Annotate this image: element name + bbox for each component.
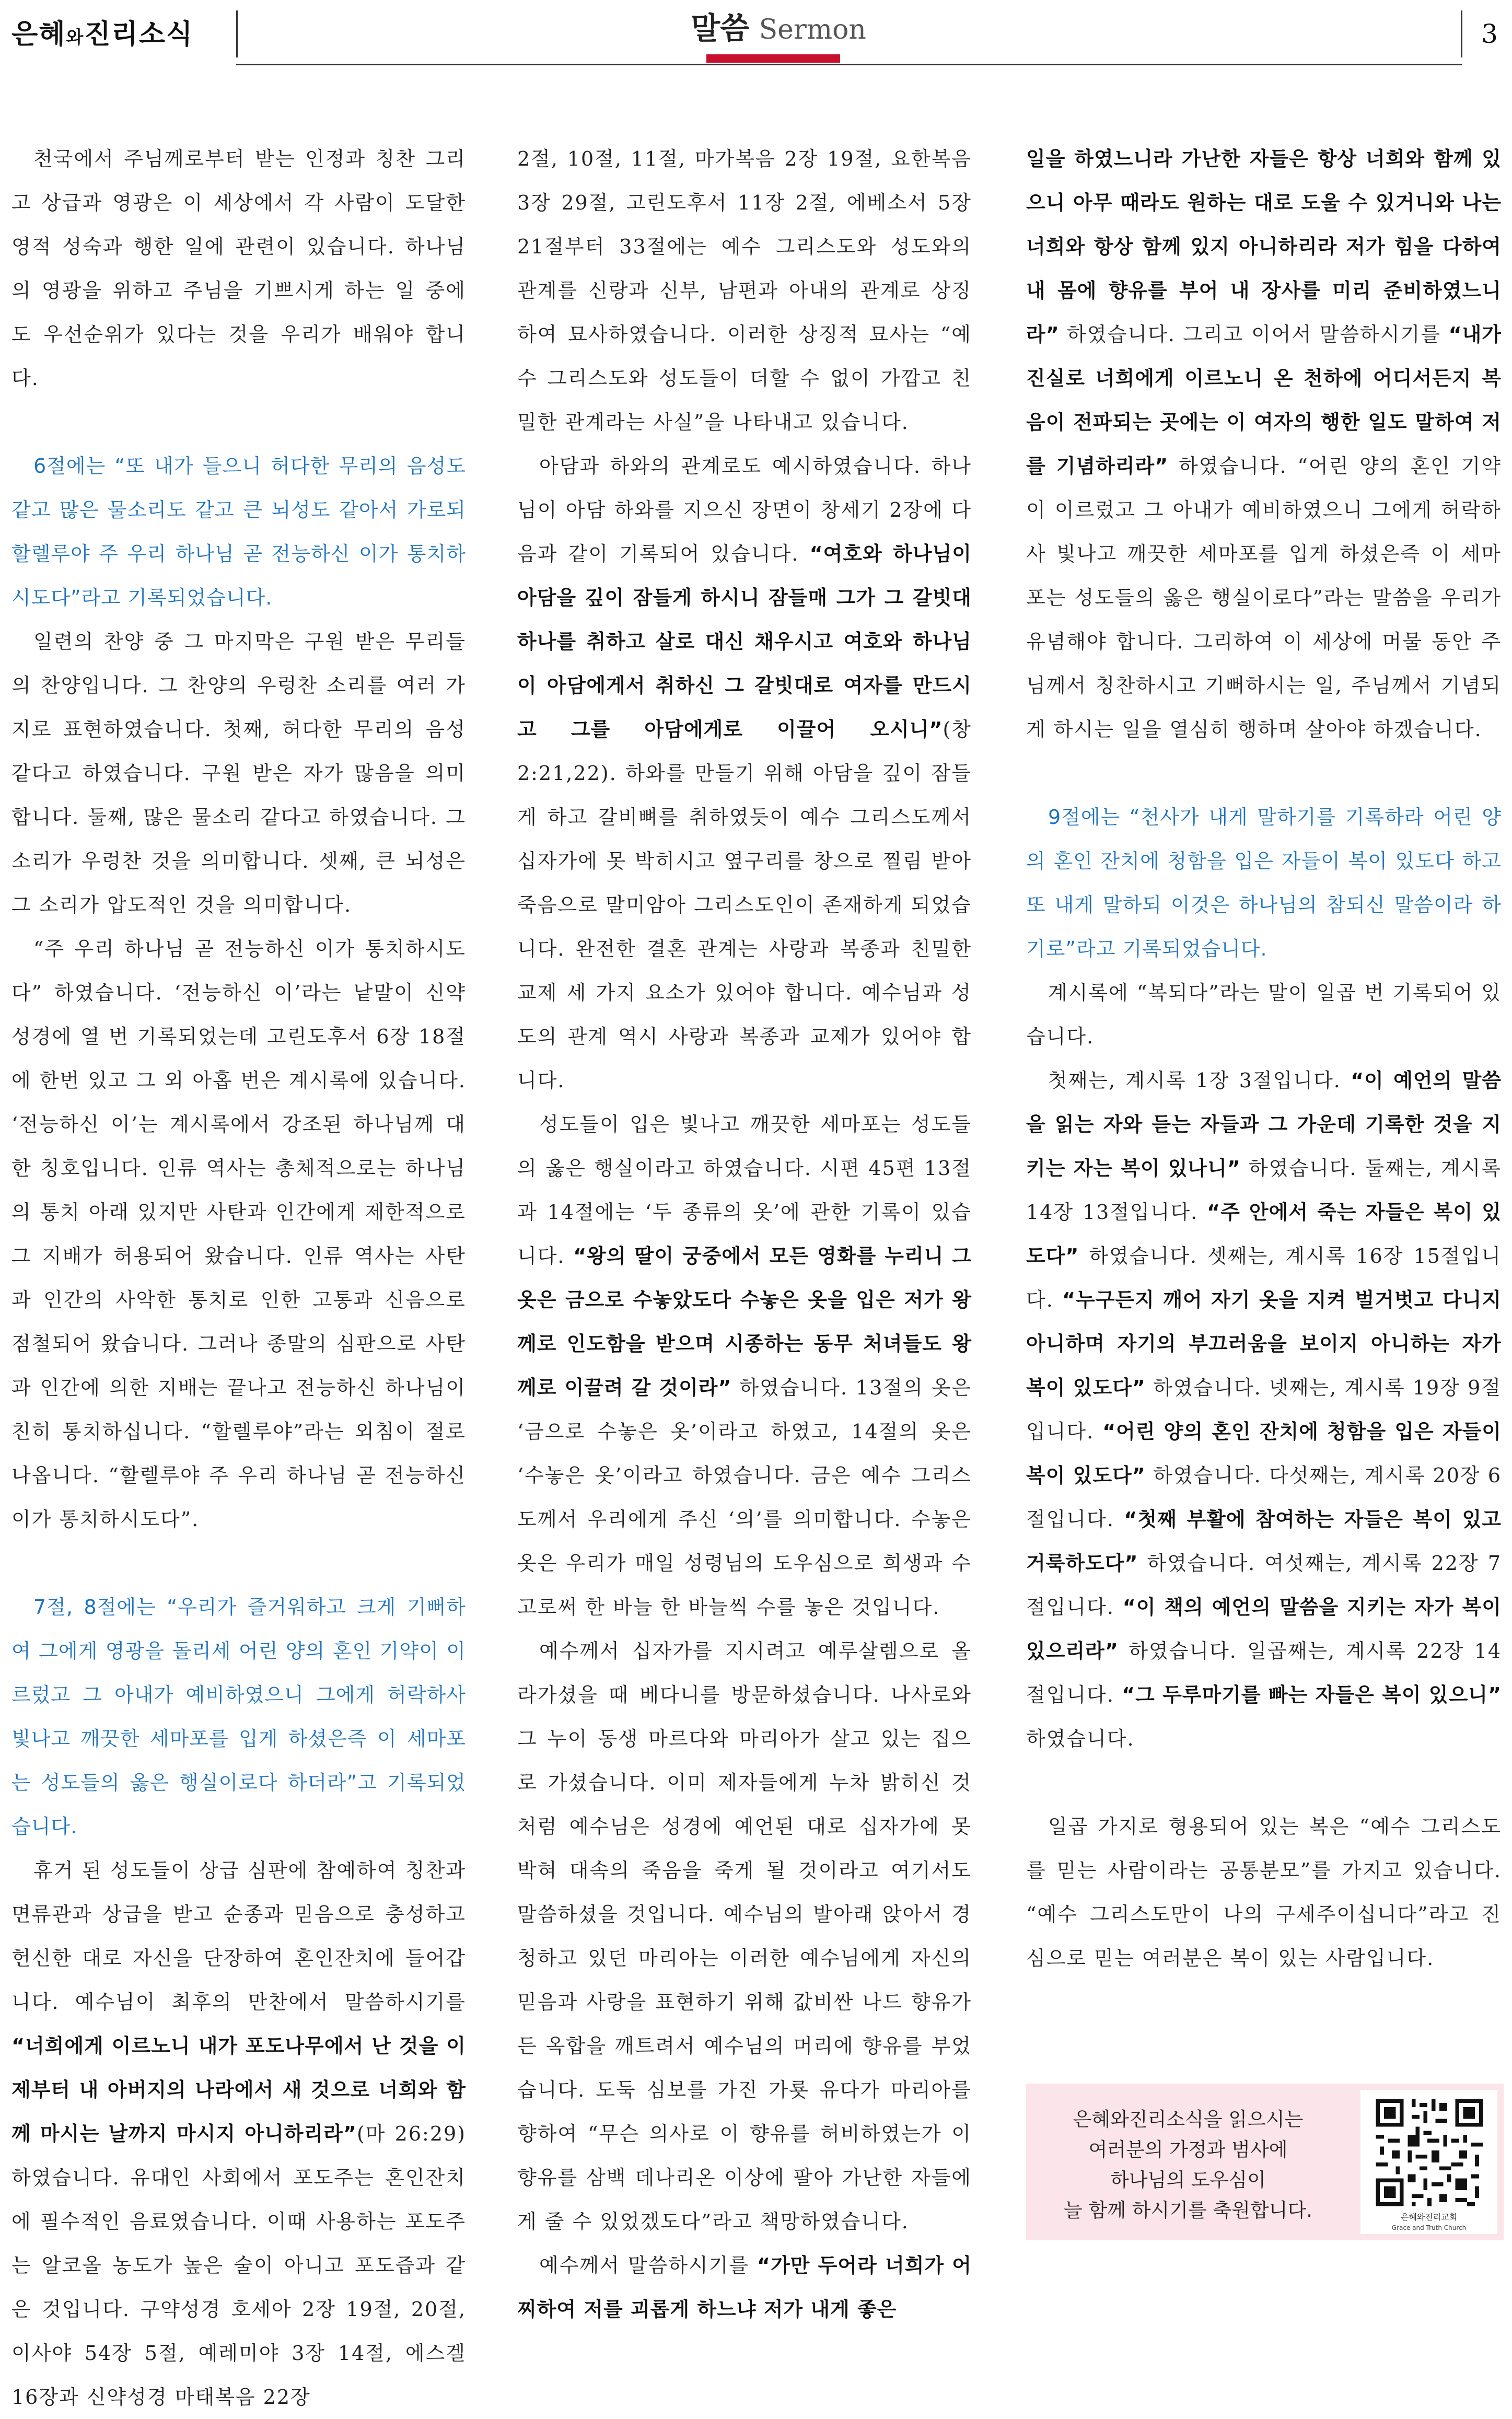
header-divider-left <box>236 10 238 57</box>
qr-code-card[interactable] <box>1360 2090 1497 2234</box>
paragraph: 일련의 찬양 중 그 마지막은 구원 받은 무리들의 찬양입니다. 그 찬양의 우렁찬 소리를 여러 가지로 표현하였습니다. 첫째, 허다한 무리의 음성 같다고 하였습니다. 구원 받은 자가 많음을 의미합니다. 둘째, 많은 물소리 같다고 하였습니다. 그 소리가 우렁찬 것을 의미합니다. 셋째, 큰 뇌성은 그 소리가 압도적인 것을 의미합니다. <box>11 630 466 916</box>
bold-quote: “가만 두어라 너희가 어찌하여 저를 괴롭게 하느냐 저가 내게 좋은 <box>517 2254 972 2321</box>
page-number: 3 <box>1481 19 1498 49</box>
bold-quote: “너희에게 이르노니 내가 포도나무에서 난 것을 이제부터 내 아버지의 나라에서 새 것으로 너희와 함께 마시는 날까지 마시지 아니하리라” <box>11 2034 466 2145</box>
paragraph: 성도들이 입은 빛나고 깨끗한 세마포는 성도들의 옳은 행실이라고 하였습니다. 시편 45편 13절과 14절에는 ‘두 종류의 옷’에 관한 기록이 있습니다. “왕의 딸이 궁중에서 모든 영화를 누리니 그 옷은 금으로 수놓았도다 수놓은 옷을 입은 저가 왕께로 인도함을 받으며 시종하는 동무 처녀들도 왕께로 이끌려 갈 것이라” 하였습니다. 13절의 옷은 ‘금으로 수놓은 옷’이라고 하였고, 14절의 옷은 ‘수놓은 옷’이라고 하였습니다. 금은 예수 그리스도께서 우리에게 주신 ‘의’를 의미합니다. 수놓은 옷은 우리가 매일 성령님의 도우심으로 희생과 수고로써 한 바늘 한 바늘씩 수를 놓은 것입니다. <box>517 1113 972 1619</box>
qr-church-name-english: Grace and Truth Church <box>1391 2224 1467 2231</box>
bold-quote: “어린 양의 혼인 잔치에 청함을 입은 자들이 복이 있도다” <box>1026 1420 1502 1487</box>
bold-quote: “누구든지 깨어 자기 옷을 지켜 벌거벗고 다니지 아니하며 자기의 부끄러움을 보이지 아니하는 자가 복이 있도다” <box>1026 1288 1502 1399</box>
promo-line: 은혜와진리소식을 읽으시는 <box>1073 2108 1304 2131</box>
qr-caption <box>1360 2212 1497 2233</box>
paragraph: 계시록에 “복되다”라는 말이 일곱 번 기록되어 있습니다. <box>1026 981 1502 1048</box>
masthead-part-1: 은혜 <box>11 19 66 50</box>
bold-quote: “여호와 하나님이 아담을 깊이 잠들게 하시니 잠들매 그가 그 갈빗대 하나를 취하고 살로 대신 채우시고 여호와 하나님이 아담에게서 취하신 그 갈빗대로 여자를 만드시고 그를 아담에게로 이끌어 오시니” <box>517 542 972 741</box>
paragraph: 일곱 가지로 형용되어 있는 복은 “예수 그리스도를 믿는 사람이라는 공통분모”를 가지고 있습니다. “예수 그리스도만이 나의 구세주이십니다”라고 진심으로 믿는 여러분은 복이 있는 사람입니다. <box>1026 1815 1502 1970</box>
paragraph: 휴거 된 성도들이 상급 심판에 참예하여 칭찬과 면류관과 상급을 받고 순종과 믿음으로 충성하고 헌신한 대로 자신을 단장하여 혼인잔치에 들어갑니다. 예수님이 최후의 만찬에서 말씀하시기를 “너희에게 이르노니 내가 포도나무에서 난 것을 이제부터 내 아버지의 나라에서 새 것으로 너희와 함께 마시는 날까지 마시지 아니하리라”(마 26:29) 하였습니다. 유대인 사회에서 포도주는 혼인잔치에 필수적인 음료였습니다. 이때 사용하는 포도주는 알코올 농도가 높은 술이 아니고 포도즙과 같은 것입니다. 구약성경 호세아 2장 19절, 20절, 이사야 54장 5절, 예레미야 3장 14절, 에스겔 16장과 신약성경 마태복음 22장 <box>11 1859 467 2409</box>
page-header <box>0 0 1512 65</box>
section-title-korean: 말씀 <box>691 10 750 46</box>
bold-quote: “왕의 딸이 궁중에서 모든 영화를 누리니 그 옷은 금으로 수놓았도다 수놓은 옷을 입은 저가 왕께로 인도함을 받으며 시종하는 동무 처녀들도 왕께로 이끌려 갈 것이라” <box>517 1245 972 1399</box>
paragraph: 첫째는, 계시록 1장 3절입니다. “이 예언의 말씀을 읽는 자와 듣는 자들과 그 가운데 기록한 것을 지키는 자는 복이 있나니” 하였습니다. 둘째는, 계시록 14장 13절입니다. “주 안에서 죽는 자들은 복이 있도다” 하였습니다. 셋째는, 계시록 16장 15절입니다. “누구든지 깨어 자기 옷을 지켜 벌거벗고 다니지 아니하며 자기의 부끄러움을 보이지 아니하는 자가 복이 있도다” 하였습니다. 넷째는, 계시록 19장 9절입니다. “어린 양의 혼인 잔치에 청함을 입은 자들이 복이 있도다” 하였습니다. 다섯째는, 계시록 20장 6절입니다. “첫째 부활에 참여하는 자들은 복이 있고 거룩하도다” 하였습니다. 여섯째는, 계시록 22장 7절입니다. “이 책의 예언의 말씀을 지키는 자가 복이 있으리라” 하였습니다. 일곱째는, 계시록 22장 14절입니다. “그 두루마기를 빠는 자들은 복이 있으니” 하였습니다. <box>1026 1069 1502 1750</box>
article-column-1 <box>11 137 466 2419</box>
article-column-3 <box>1026 137 1502 1980</box>
promo-line: 여러분의 가정과 범사에 <box>1088 2138 1288 2161</box>
paragraph: “주 우리 하나님 곧 전능하신 이가 통치하시도다” 하였습니다. ‘전능하신 이’라는 낱말이 신약 성경에 열 번 기록되었는데 고린도후서 6장 18절에 한번 있고 그 외 아홉 번은 계시록에 있습니다. ‘전능하신 이’는 계시록에서 강조된 하나님께 대한 칭호입니다. 인류 역사는 총체적으로는 하나님의 통치 아래 있지만 사탄과 인간에게 제한적으로 그 지배가 허용되어 왔습니다. 인류 역사는 사탄과 인간의 사악한 통치로 인한 고통과 신음으로 점철되어 왔습니다. 그러나 종말의 심판으로 사탄과 인간에 의한 지배는 끝나고 전능하신 하나님이 친히 통치하십니다. “할렐루야”라는 외침이 절로 나옵니다. “할렐루야 주 우리 하나님 곧 전능하신 이가 통치하시도다”. <box>11 937 466 1531</box>
article-column-2 <box>517 137 972 2331</box>
paragraph: 2절, 10절, 11절, 마가복음 2장 19절, 요한복음 3장 29절, 고린도후서 11장 2절, 에베소서 5장 21절부터 33절에는 예수 그리스도와 성도와의 관계를 신랑과 신부, 남편과 아내의 관계로 상징하여 묘사하였습니다. 이러한 상징적 묘사는 “예수 그리스도와 성도들이 더할 수 없이 가깝고 친밀한 관계라는 사실”을 나타내고 있습니다. <box>517 147 972 434</box>
paragraph: 예수께서 십자가를 지시려고 예루살렘으로 올라가셨을 때 베다니를 방문하셨습니다. 나사로와 그 누이 동생 마르다와 마리아가 살고 있는 집으로 가셨습니다. 이미 제자들에게 누차 밝히신 것처럼 예수님은 성경에 예언된 대로 십자가에 못 박혀 대속의 죽음을 죽게 될 것이라고 여기서도 말씀하셨을 것입니다. 예수님의 발아래 앉아서 경청하고 있던 마리아는 이러한 예수님에게 자신의 믿음과 사랑을 표현하기 위해 값비싼 나드 향유가 든 옥합을 깨트려서 예수님의 머리에 향유를 부었습니다. 도둑 심보를 가진 가룟 유다가 마리아를 향하여 “무슨 의사로 이 향유를 허비하였는가 이 향유를 삼백 데나리온 이상에 팔아 가난한 자들에게 줄 수 있었겠도다”라고 책망하였습니다. <box>517 1639 972 2233</box>
header-divider-right <box>1461 10 1462 57</box>
bold-quote: “내가 진실로 너희에게 이르노니 온 천하에 어디서든지 복음이 전파되는 곳에는 이 여자의 행한 일도 말하여 저를 기념하리라” <box>1026 323 1502 478</box>
section-title <box>679 4 878 52</box>
qr-church-name: 은혜와진리교회 <box>1400 2212 1458 2222</box>
section-accent-bar <box>706 54 840 63</box>
bold-quote: “첫째 부활에 참여하는 자들은 복이 있고 거룩하도다” <box>1026 1508 1502 1575</box>
bold-quote: “이 책의 예언의 말씀을 지키는 자가 복이 있으리라” <box>1026 1596 1502 1662</box>
masthead-part-2: 와 <box>66 27 85 48</box>
bold-quote: “주 안에서 죽는 자들은 복이 있도다” <box>1026 1201 1502 1267</box>
newsletter-masthead <box>11 14 193 55</box>
paragraph: 예수께서 말씀하시기를 “가만 두어라 너희가 어찌하여 저를 괴롭게 하느냐 저가 내게 좋은 <box>517 2254 972 2321</box>
section-title-english: Sermon <box>759 14 866 45</box>
masthead-part-3: 진리소식 <box>84 19 194 50</box>
promo-message <box>1042 2104 1334 2226</box>
bold-quote: “이 예언의 말씀을 읽는 자와 듣는 자들과 그 가운데 기록한 것을 지키는 자는 복이 있나니” <box>1026 1069 1502 1180</box>
blessing-promo-box <box>1026 2084 1504 2240</box>
bold-quote: 일을 하였느니라 가난한 자들은 항상 너희와 함께 있으니 아무 때라도 원하는 대로 도울 수 있거니와 나는 너희와 항상 함께 있지 아니하리라 저가 힘을 다하여 내 몸에 향유를 부어 내 장사를 미리 준비하였느니라” <box>1026 147 1502 346</box>
header-rule <box>236 64 1462 65</box>
qr-code-icon[interactable] <box>1372 2095 1487 2210</box>
highlight-paragraph-verse-7-8: 7절, 8절에는 “우리가 즐거워하고 크게 기뻐하여 그에게 영광을 돌리세 어린 양의 혼인 기약이 이르렀고 그 아내가 예비하였으니 그에게 허락하사 빛나고 깨끗한 세마포를 입게 하셨은즉 이 세마포는 성도들의 옳은 행실이로다 하더라”고 기록되었습니다. <box>11 1596 466 1838</box>
promo-line: 늘 함께 하시기를 축원합니다. <box>1064 2199 1312 2222</box>
paragraph: 아담과 하와의 관계로도 예시하였습니다. 하나님이 아담 하와를 지으신 장면이 창세기 2장에 다음과 같이 기록되어 있습니다. “여호와 하나님이 아담을 깊이 잠들게 하시니 잠들매 그가 그 갈빗대 하나를 취하고 살로 대신 채우시고 여호와 하나님이 아담에게서 취하신 그 갈빗대로 여자를 만드시고 그를 아담에게로 이끌어 오시니”(창 2:21,22). 하와를 만들기 위해 아담을 깊이 잠들게 하고 갈비뼈를 취하였듯이 예수 그리스도께서 십자가에 못 박히시고 옆구리를 창으로 찔림 받아 죽음으로 말미암아 그리스도인이 존재하게 되었습니다. 완전한 결혼 관계는 사랑과 복종과 친밀한 교제 세 가지 요소가 있어야 합니다. 예수님과 성도의 관계 역시 사랑과 복종과 교제가 있어야 합니다. <box>517 455 972 1092</box>
paragraph: 천국에서 주님께로부터 받는 인정과 칭찬 그리고 상급과 영광은 이 세상에서 각 사람이 도달한 영적 성숙과 행한 일에 관련이 있습니다. 하나님의 영광을 위하고 주님을 기쁘시게 하는 일 중에도 우선순위가 있다는 것을 우리가 배워야 합니다. <box>11 147 466 390</box>
highlight-paragraph-verse-6: 6절에는 “또 내가 들으니 허다한 무리의 음성도 같고 많은 물소리도 같고 큰 뇌성도 같아서 가로되 할렐루야 주 우리 하나님 곧 전능하신 이가 통치하시도다”라고 기록되었습니다. <box>11 455 466 609</box>
promo-line: 하나님의 도우심이 <box>1110 2169 1266 2191</box>
bold-quote: “그 두루마기를 빠는 자들은 복이 있으니” <box>1122 1683 1502 1706</box>
highlight-paragraph-verse-9: 9절에는 “천사가 내게 말하기를 기록하라 어린 양의 혼인 잔치에 청함을 입은 자들이 복이 있도다 하고 또 내게 말하되 이것은 하나님의 참되신 말씀이라 하기로”라고 기록되었습니다. <box>1026 806 1502 960</box>
paragraph: 일을 하였느니라 가난한 자들은 항상 너희와 함께 있으니 아무 때라도 원하는 대로 도울 수 있거니와 나는 너희와 항상 함께 있지 아니하리라 저가 힘을 다하여 내 몸에 향유를 부어 내 장사를 미리 준비하였느니라” 하였습니다. 그리고 이어서 말씀하시기를 “내가 진실로 너희에게 이르노니 온 천하에 어디서든지 복음이 전파되는 곳에는 이 여자의 행한 일도 말하여 저를 기념하리라” 하였습니다. “어린 양의 혼인 기약이 이르렀고 그 아내가 예비하였으니 그에게 허락하사 빛나고 깨끗한 세마포를 입게 하셨은즉 이 세마포는 성도들의 옳은 행실이로다”라는 말씀을 우리가 유념해야 합니다. 그리하여 이 세상에 머물 동안 주님께서 칭찬하시고 기뻐하시는 일, 주님께서 기념되게 하시는 일을 열심히 행하며 살아야 하겠습니다. <box>1026 147 1502 741</box>
